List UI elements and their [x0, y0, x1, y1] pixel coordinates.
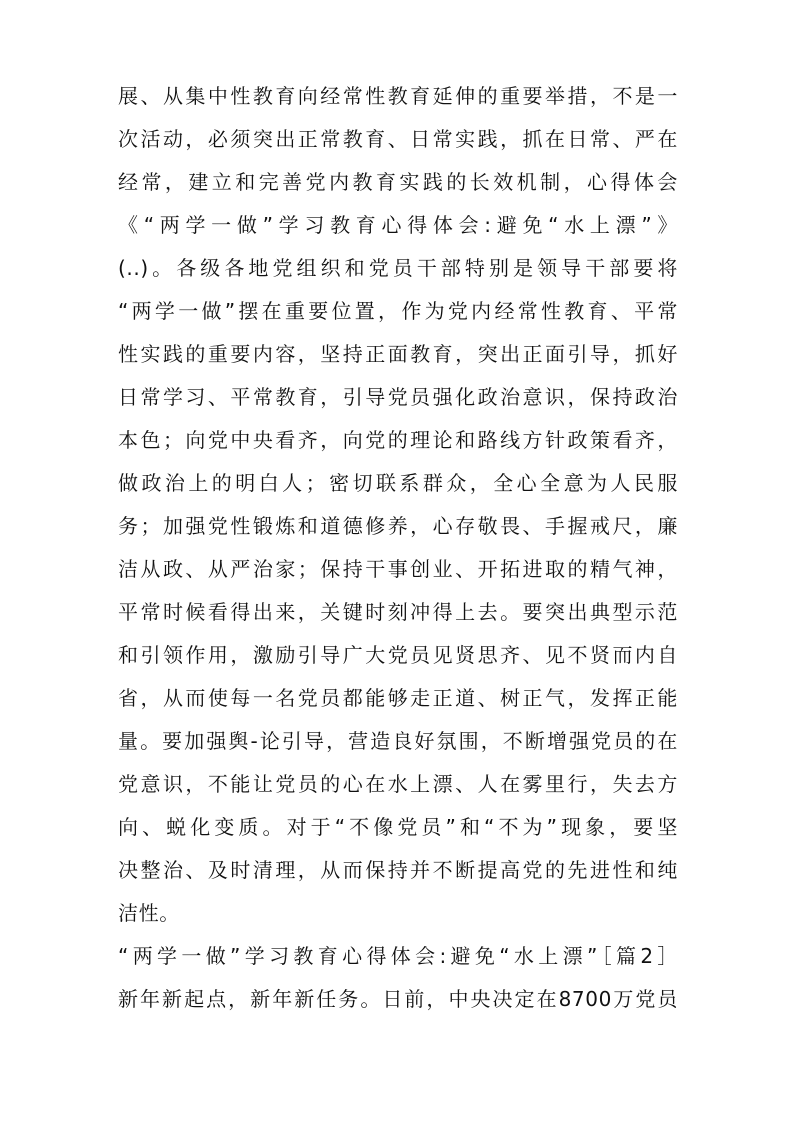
- body-line: 决整治、及时清理，从而保持并不断提高党的先进性和纯: [118, 858, 678, 882]
- document-body: [118, 75, 678, 1021]
- body-line: (..)。各级各地党组织和党员干部特别是领导干部要将: [118, 256, 678, 280]
- body-line: 展、从集中性教育向经常性教育延伸的重要举措，不是一: [118, 84, 678, 108]
- body-line: 新年新起点，新年新任务。日前，中央决定在8700万党员: [118, 987, 678, 1011]
- body-line: 性实践的重要内容，坚持正面教育，突出正面引导，抓好: [118, 342, 678, 366]
- body-line: 洁从政、从严治家；保持干事创业、开拓进取的精气神，: [118, 557, 678, 581]
- body-line: 和引领作用，激励引导广大党员见贤思齐、见不贤而内自: [118, 643, 678, 667]
- body-line: 省，从而使每一名党员都能够走正道、树正气，发挥正能: [118, 686, 678, 710]
- section-heading: “两学一做”学习教育心得体会:避免“水上漂”［篇2］: [118, 944, 678, 968]
- body-line: 日常学习、平常教育，引导党员强化政治意识，保持政治: [118, 385, 678, 409]
- body-line: 本色；向党中央看齐，向党的理论和路线方针政策看齐，: [118, 428, 678, 452]
- body-line: 洁性。: [118, 901, 180, 925]
- body-line: 向、蜕化变质。对于“不像党员”和“不为”现象，要坚: [118, 815, 678, 839]
- body-line: 务；加强党性锻炼和道德修养，心存敬畏、手握戒尺，廉: [118, 514, 678, 538]
- body-line: 党意识，不能让党员的心在水上漂、人在雾里行，失去方: [118, 772, 678, 796]
- body-line: “两学一做”摆在重要位置，作为党内经常性教育、平常: [118, 299, 678, 323]
- body-line: 做政治上的明白人；密切联系群众，全心全意为人民服: [118, 471, 678, 495]
- body-line: 经常，建立和完善党内教育实践的长效机制，心得体会: [118, 170, 678, 194]
- body-line: 《“两学一做”学习教育心得体会:避免“水上漂”》: [118, 213, 678, 237]
- body-line: 次活动，必须突出正常教育、日常实践，抓在日常、严在: [118, 127, 678, 151]
- body-line: 平常时候看得出来，关键时刻冲得上去。要突出典型示范: [118, 600, 678, 624]
- body-line: 量。要加强舆-论引导，营造良好氛围，不断增强党员的在: [118, 729, 678, 753]
